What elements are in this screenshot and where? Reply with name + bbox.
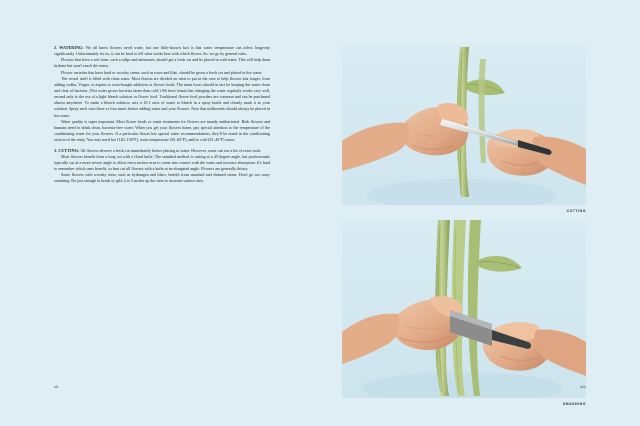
- book-spread: [32, 28, 608, 406]
- caption-smashing: SMASHING: [562, 402, 586, 406]
- paragraph-text: We all know flowers need water, but one little-known fact is that water temperature can affect longevity significantly. Unfortunately for us, it can be hard to tell what works best with which flower. So, we go by general rules.: [54, 45, 270, 57]
- section-heading-watering: 2. WATERING:: [54, 45, 84, 50]
- left-page-text-column: [54, 45, 270, 185]
- photo-smashing-illustration: [342, 220, 586, 398]
- paragraph: Most flowers benefit from a long cut with a floral knife. The standard method is cutting at a 45-degree angle, but professionals typically cut at a more severe angle to allow extra surface area to come into contact with the water and increase absorption. It's hard to remember which ones benefit, so best cut all flowers with a knife at an elongated angle. Flowers are generally thirsty.: [54, 153, 270, 172]
- photo-cutting: [342, 45, 586, 205]
- caption-cutting: CUTTING: [566, 209, 586, 213]
- section-heading-cutting: 3. CUTTING:: [54, 147, 80, 153]
- paragraph: [54, 45, 270, 57]
- paragraph: [54, 148, 270, 154]
- left-page: [32, 28, 320, 398]
- paragraph: Some flowers with woodsy stem, such as hydrangea and lilacs, benefit from smashed and shinned stems. Don't go too crazy smashing. Do just enough to break or split 2 to 3 inches up the stem to increase surface area.: [54, 172, 270, 184]
- page-number-left: xii: [54, 385, 59, 389]
- photo-cutting-illustration: [342, 45, 586, 205]
- paragraph: Water quality is super important. Most flower foods or water treatments for flowers are mainly antibacterial. Both flowers and humans need to drink clean, bacteria-free water. When you get your flowers home, pay special attention to the temperature of the conditioning water for your flowers. If a particular flower has special water recommendations, they'll be noted in the conditioning section of the entry. You may need hot (120–130°F), room temperature (50–60°F), and/or cold (35–40°F) water.: [54, 118, 270, 143]
- photo-smashing: [342, 220, 586, 398]
- page-number-right: xiii: [580, 385, 586, 389]
- paragraph: Flowers that have a soft stem, such a tulips and anemones, should get a fresh cut and be placed in cold water. This will help them hydrate but won't reach the stems.: [54, 57, 270, 69]
- right-page: [320, 28, 608, 406]
- paragraph: Flower varieties that have hard or woodsy stems, such as roses and lilac, should be given a fresh cut and placed in hot water.: [61, 69, 263, 75]
- paragraph: The vessel itself is filled with clean water. Most florists are divided on what to put in the vase to help flowers last longer, from adding vodka, Viagra, or aspirin to store-bought additives or flower foods. The main focus should in fact be keeping the water clean and clear of bacteria. (Not water grows bacteria faster than cold.) We have found that changing the water regularly works very well, second only to the use of a light bleach solution or flower food. Traditional flower food powders are common and can be purchased almost anywhere. To make a bleach solution, mix a 10:1 ratio of water to bleach in a spray bottle and cleanly mark it as your solution. Spray each vase three or four times before adding water and your flowers. Note that milkweeds should always be placed in hot water.: [54, 75, 270, 118]
- paragraph-text: All flowers deserve a fresh cut immediately before placing in water. However, some can use a bit of extra work.: [80, 147, 262, 153]
